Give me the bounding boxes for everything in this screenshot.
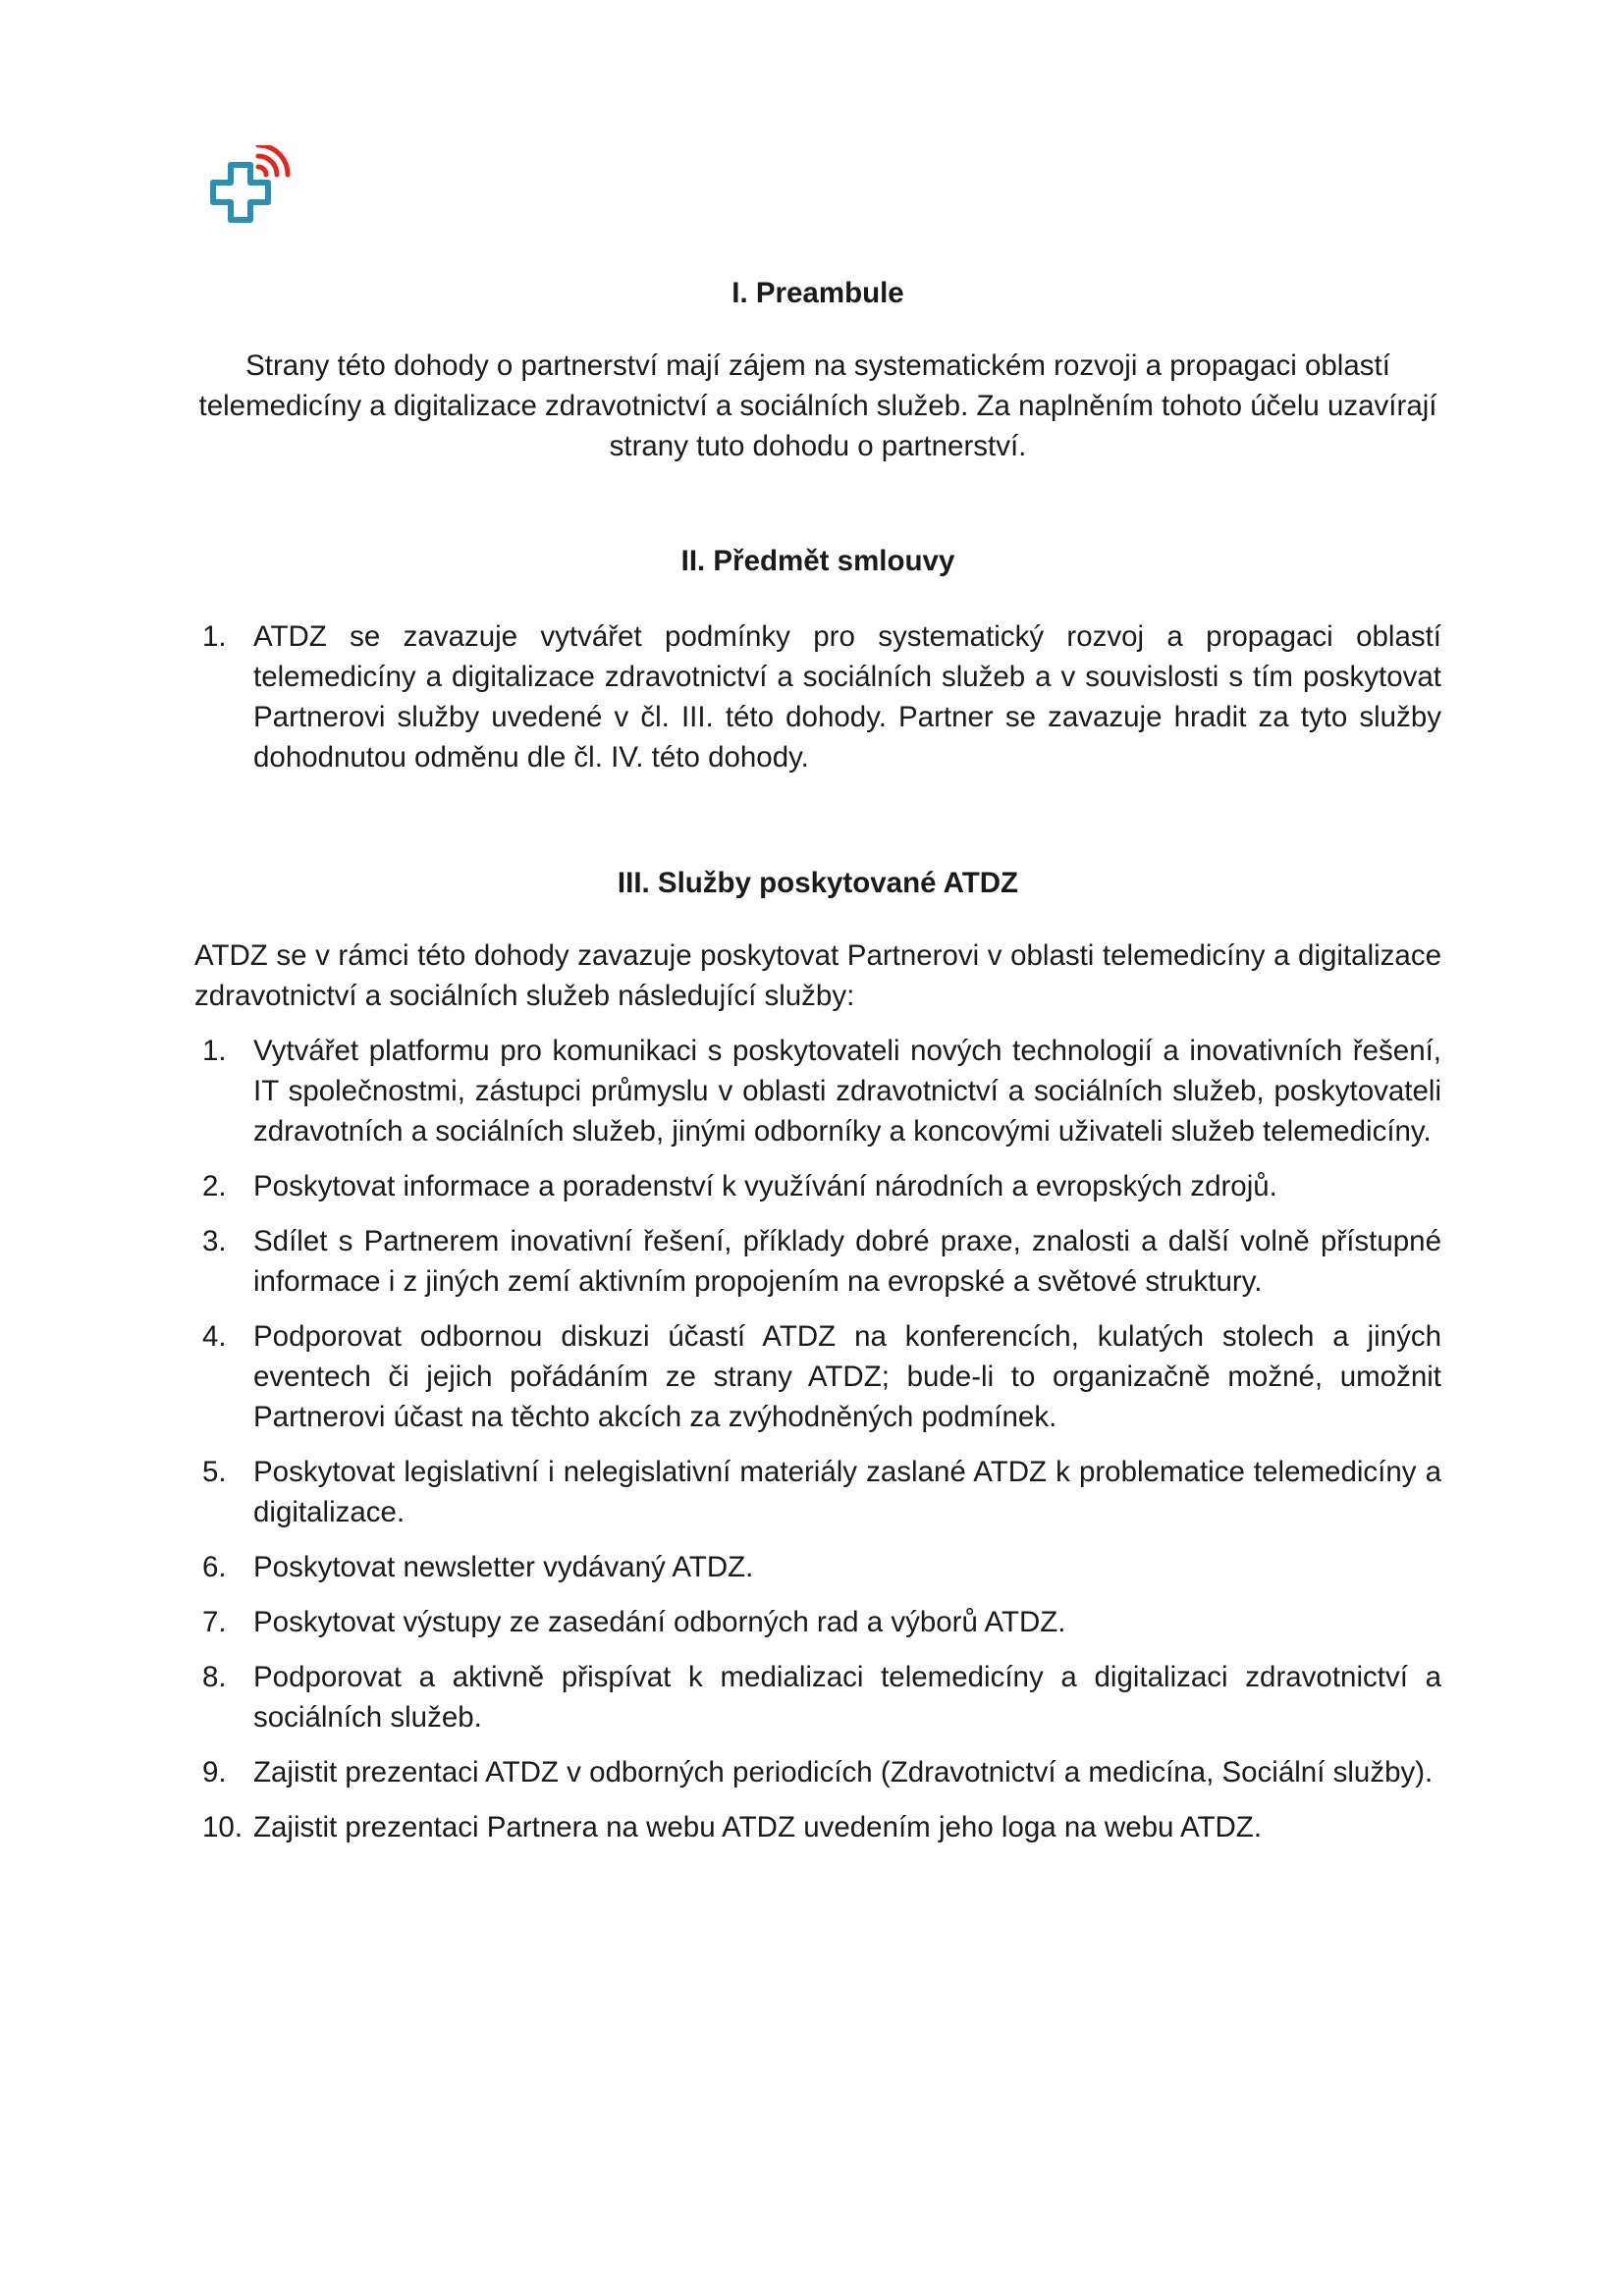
list-item bbox=[194, 1547, 1441, 1587]
list-item bbox=[194, 1657, 1441, 1737]
list-item-text: Zajistit prezentaci ATDZ v odborných periodicích (Zdravotnictví a medicína, Sociální služby). bbox=[253, 1756, 1434, 1789]
subject-heading: II. Předmět smlouvy bbox=[680, 545, 955, 577]
list-item bbox=[194, 1221, 1441, 1302]
list-item-number: 3. bbox=[202, 1225, 227, 1257]
list-item-number: 4. bbox=[202, 1320, 227, 1353]
list-item-number: 6. bbox=[202, 1551, 227, 1583]
list-item-text: Sdílet s Partnerem inovativní řešení, příklady dobré praxe, znalosti a další volně přístupné informace i z jiných zemí aktivním propojením na evropské a světové struktury. bbox=[253, 1225, 1441, 1298]
preamble-text: Strany této dohody o partnerství mají zájem na systematickém rozvoji a propagaci oblastí telemedicíny a digitalizace zdravotnictví a sociálních služeb. Za naplněním tohoto účelu uzavírají strany tuto dohodu o partnerství. bbox=[198, 349, 1437, 462]
list-item-text: Poskytovat newsletter vydávaný ATDZ. bbox=[253, 1551, 754, 1583]
list-item-text: Poskytovat legislativní i nelegislativní materiály zaslané ATDZ k problematice telemedicíny a digitalizace. bbox=[253, 1456, 1441, 1528]
list-item-number: 1. bbox=[202, 620, 227, 653]
cross-signal-icon bbox=[201, 145, 299, 232]
subject-list bbox=[194, 616, 1441, 777]
document-content bbox=[194, 273, 1441, 1862]
list-item-number: 7. bbox=[202, 1606, 227, 1638]
list-item-number: 5. bbox=[202, 1456, 227, 1488]
list-item bbox=[194, 1031, 1441, 1151]
list-item-text: Zajistit prezentaci Partnera na webu ATDZ uvedením jeho loga na webu ATDZ. bbox=[253, 1811, 1263, 1843]
list-item bbox=[194, 1316, 1441, 1437]
list-item-text: Podporovat a aktivně přispívat k medializaci telemedicíny a digitalizaci zdravotnictví a sociálních služeb. bbox=[253, 1661, 1441, 1734]
list-item-number: 1. bbox=[202, 1035, 227, 1067]
list-item bbox=[194, 1166, 1441, 1206]
list-item bbox=[194, 1752, 1441, 1792]
list-item-number: 10. bbox=[202, 1811, 244, 1843]
list-item-number: 8. bbox=[202, 1661, 227, 1693]
list-item-text: ATDZ se zavazuje vytvářet podmínky pro systematický rozvoj a propagaci oblastí telemedicíny a digitalizace zdravotnictví a sociálních služeb a v souvislosti s tím poskytovat Partnerovi služby uvedené v čl. III. této dohody. Partner se zavazuje hradit za tyto služby dohodnutou odměnu dle čl. IV. této dohody. bbox=[253, 620, 1441, 774]
services-list bbox=[194, 1031, 1441, 1847]
list-item bbox=[194, 1452, 1441, 1532]
services-heading: III. Služby poskytované ATDZ bbox=[617, 867, 1019, 899]
list-item-text: Poskytovat výstupy ze zasedání odborných rad a výborů ATDZ. bbox=[253, 1606, 1066, 1638]
list-item-text: Poskytovat informace a poradenství k využívání národních a evropských zdrojů. bbox=[253, 1170, 1277, 1202]
list-item-text: Vytvářet platformu pro komunikaci s poskytovateli nových technologií a inovativních řešení, IT společnostmi, zástupci průmyslu v oblasti zdravotnictví a sociálních služeb, poskytovateli zdravotních a sociálních služeb, jinými odborníky a koncovými uživateli služeb telemedicíny. bbox=[253, 1035, 1441, 1148]
list-item-text: Podporovat odbornou diskuzi účastí ATDZ na konferencích, kulatých stolech a jiných eventech či jejich pořádáním ze strany ATDZ; bude-li to organizačně možné, umožnit Partnerovi účast na těchto akcích za zvýhodněných podmínek. bbox=[253, 1320, 1441, 1433]
preamble-heading: I. Preambule bbox=[731, 277, 904, 309]
list-item-number: 9. bbox=[202, 1756, 227, 1789]
services-intro: ATDZ se v rámci této dohody zavazuje poskytovat Partnerovi v oblasti telemedicíny a digitalizace zdravotnictví a sociálních služeb následující služby: bbox=[194, 939, 1441, 1012]
list-item bbox=[194, 616, 1441, 777]
list-item-number: 2. bbox=[202, 1170, 227, 1202]
list-item bbox=[194, 1807, 1441, 1847]
list-item bbox=[194, 1602, 1441, 1642]
